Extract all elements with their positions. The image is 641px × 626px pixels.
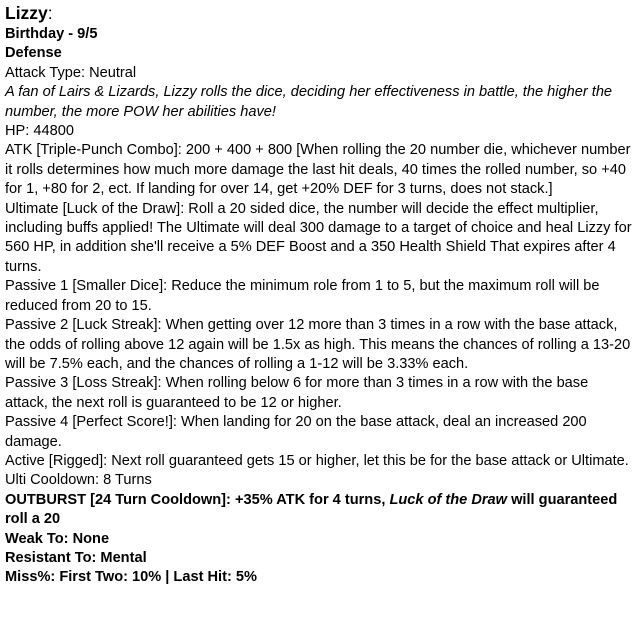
character-flavor-text: A fan of Lairs & Lizards, Lizzy rolls the dice, deciding her effectiveness in battle, the higher the number, the more POW her abilities have!	[5, 84, 613, 120]
outburst-prefix: OUTBURST [24 Turn Cooldown]: +35% ATK for 4 turns,	[5, 491, 390, 508]
affinity-weak-to: Weak To: None	[5, 530, 110, 547]
character-role: Defense	[5, 45, 62, 62]
stat-active-skill: Active [Rigged]: Next roll guaranteed gets 15 or higher, let this be for the base attack or Ultimate.	[5, 452, 629, 469]
outburst-emphasis: Luck of the Draw	[389, 491, 508, 508]
outburst-line	[5, 491, 633, 530]
stat-ulti-cooldown: Ulti Cooldown: 8 Turns	[5, 472, 152, 489]
character-name-colon: :	[47, 3, 53, 23]
stat-passive-3: Passive 3 [Loss Streak]: When rolling below 6 for more than 3 times in a row with the base attack, the next roll is guaranteed to be 12 or higher.	[5, 375, 589, 411]
character-name-heading	[5, 2, 633, 24]
stat-hp: HP: 44800	[5, 123, 74, 140]
stat-ultimate: Ultimate [Luck of the Draw]: Roll a 20 sided dice, the number will decide the effect multiplier, including buffs applied! The Ultimate will deal 300 damage to a target of choice and heal Lizzy for 560 HP, in addition she'll receive a 5% DEF Boost and a 350 Health Shield That expires after 4 turns.	[5, 200, 632, 275]
affinity-resistant-to: Resistant To: Mental	[5, 549, 147, 566]
character-name: Lizzy	[5, 3, 48, 23]
stat-atk: ATK [Triple-Punch Combo]: 200 + 400 + 800 [When rolling the 20 number die, whichever number it rolls determines how much more damage the last hit deals, 40 times the rolled number, so +40 for 1, +80 for 2, ect. If landing for over 14, get +20% DEF for 3 turns, does not stack.]	[5, 142, 631, 198]
character-birthday: Birthday - 9/5	[5, 26, 98, 42]
affinity-miss-percent: Miss%: First Two: 10% | Last Hit: 5%	[5, 569, 257, 586]
character-attack-type: Attack Type: Neutral	[5, 64, 137, 81]
stat-passive-4: Passive 4 [Perfect Score!]: When landing for 20 on the base attack, deal an increased 200 damage.	[5, 414, 587, 450]
stat-passive-2: Passive 2 [Luck Streak]: When getting over 12 more than 3 times in a row with the base attack, the odds of rolling above 12 again will be 1.5x as high. This means the chances of rolling a 13-20 will be 7.5% each, and the chances of rolling a 1-12 will be 3.33% each.	[5, 317, 631, 372]
stat-passive-1: Passive 1 [Smaller Dice]: Reduce the minimum role from 1 to 5, but the maximum roll will be reduced from 20 to 15.	[5, 278, 600, 314]
outburst-suffix: will guaranteed roll a 20	[5, 491, 618, 528]
